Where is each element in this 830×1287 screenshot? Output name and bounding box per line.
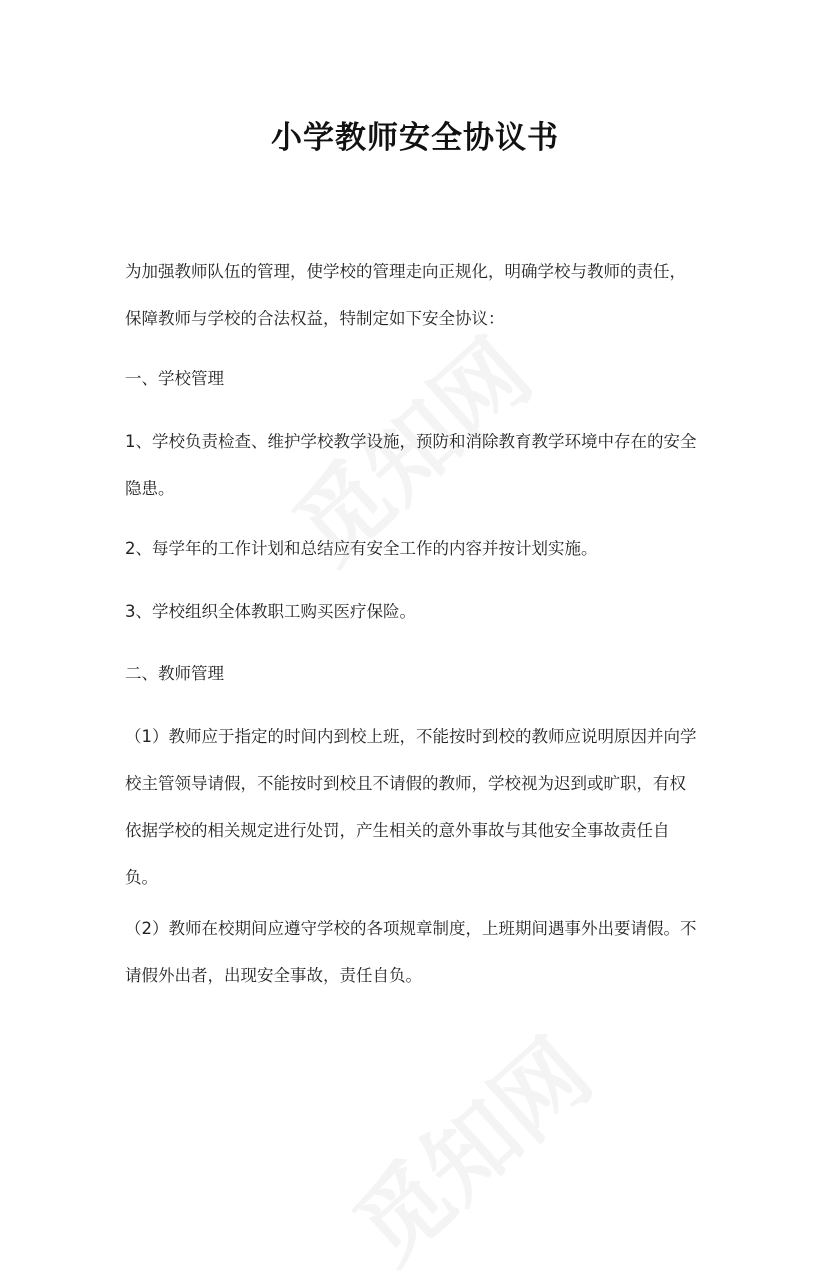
intro-paragraph bbox=[125, 248, 686, 342]
section-heading-teacher: 二、教师管理 bbox=[125, 664, 224, 683]
school-item-2: 2、每学年的工作计划和总结应有安全工作的内容并按计划实施。 bbox=[125, 539, 598, 558]
intro-line: 为加强教师队伍的管理，使学校的管理走向正规化，明确学校与教师的责任， bbox=[125, 262, 686, 281]
intro-line: 保障教师与学校的合法权益，特制定如下安全协议： bbox=[125, 309, 505, 328]
teacher-item-1: （1）教师应于指定的时间内到校上班，不能按时到校的教师应说明原因并向学 校主管领导请假，不能按时到校且不请假的教师，学校视为迟到或旷职，有权 依据学校的相关规定进行处罚，产生相关的意外事故与其他安全事故责任自 负。 bbox=[125, 727, 697, 887]
section-heading-school: 一、学校管理 bbox=[125, 369, 224, 388]
watermark-lower bbox=[321, 1005, 614, 1287]
school-item-3: 3、学校组织全体教职工购买医疗保险。 bbox=[125, 602, 416, 621]
document-title: 小学教师安全协议书 bbox=[271, 120, 559, 156]
school-item-1: 1、学校负责检查、维护学校教学设施，预防和消除教育教学环境中存在的安全 隐患。 bbox=[125, 432, 697, 498]
teacher-item-2: （2）教师在校期间应遵守学校的各项规章制度，上班期间遇事外出要请假。不 请假外出者，出现安全事故，责任自负。 bbox=[125, 919, 697, 985]
